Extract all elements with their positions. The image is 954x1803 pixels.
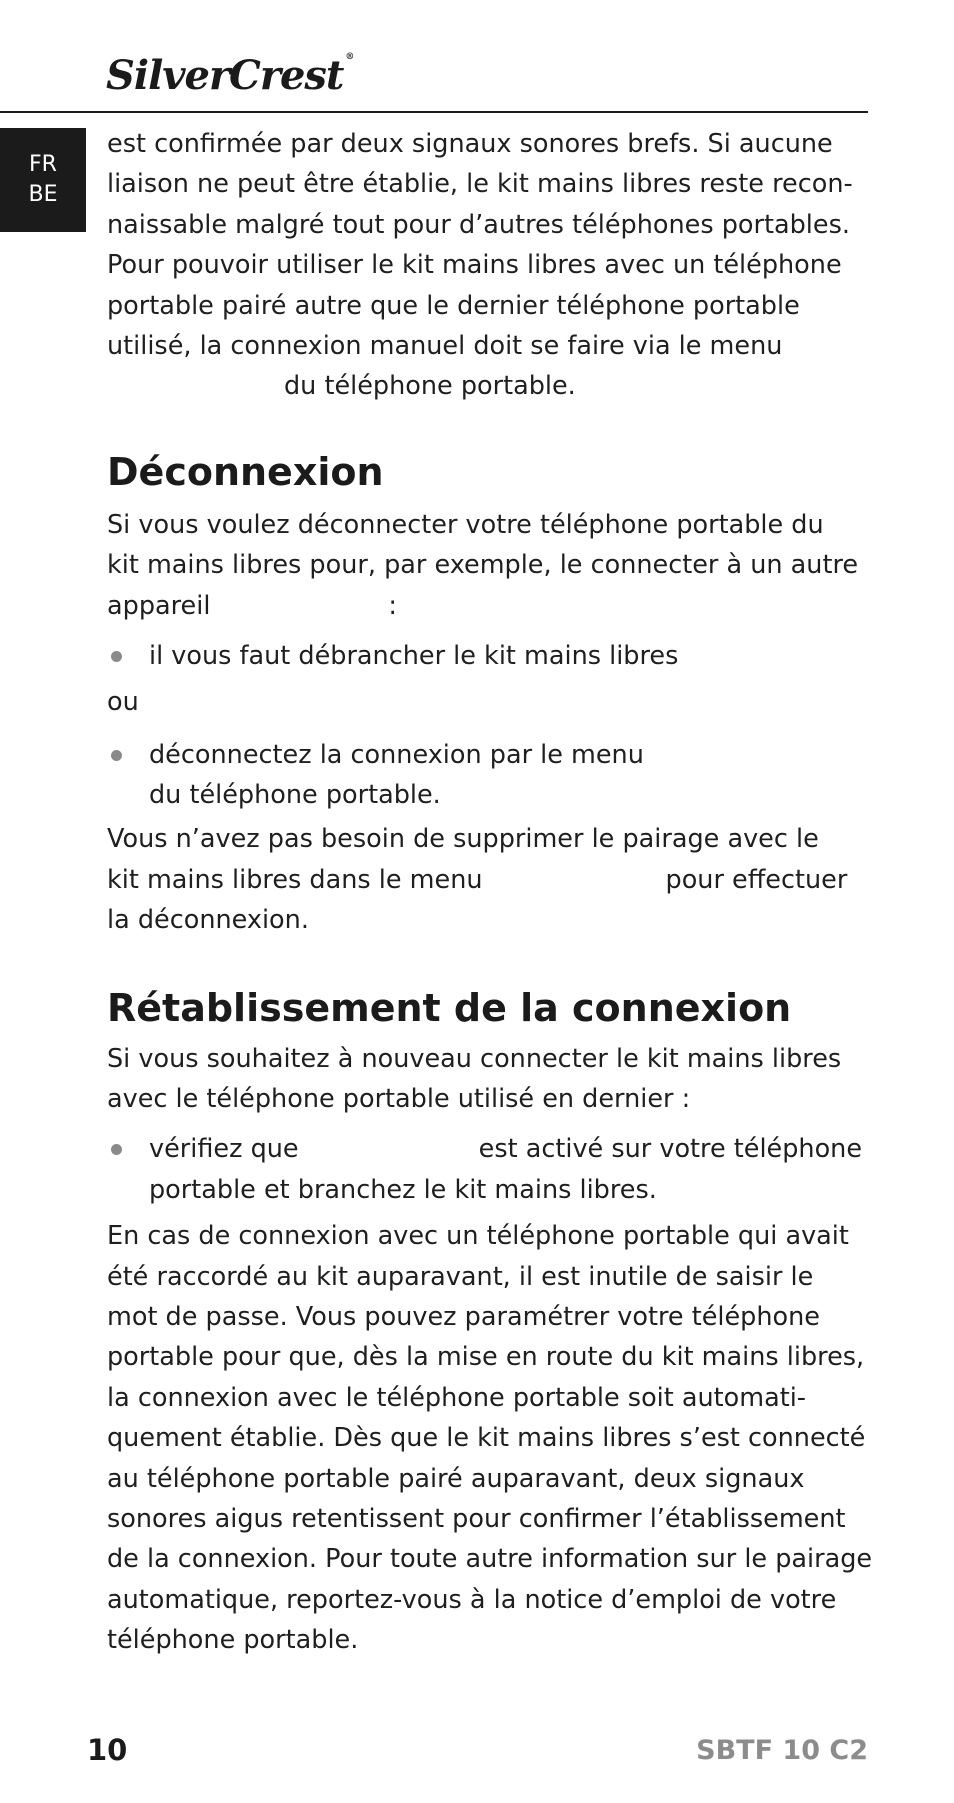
- bullet-text: vérifiez que: [149, 1134, 299, 1165]
- paragraph-line: portable pour que, dès la mise en route du kit mains libres,: [107, 1342, 865, 1373]
- paragraph-line: été raccordé au kit auparavant, il est inutile de saisir le: [107, 1261, 814, 1292]
- paragraph-line: kit mains libres pour, par exemple, le connecter à un autre: [107, 550, 859, 581]
- paragraph-line: ou: [107, 687, 139, 718]
- page-number: 10: [87, 1733, 128, 1767]
- section-heading-deconnexion: Déconnexion: [107, 449, 384, 494]
- bullet-item: [107, 735, 867, 816]
- bullet-text: est activé sur votre téléphone: [478, 1134, 863, 1165]
- model-number: SBTF 10 C2: [696, 1735, 868, 1766]
- retablissement-paragraph: [107, 1039, 867, 1120]
- or-text: [107, 682, 867, 722]
- paragraph-text: kit mains libres dans le menu: [107, 864, 483, 895]
- paragraph-line: au téléphone portable pairé auparavant, deux signaux: [107, 1463, 805, 1494]
- paragraph-line: automatique, reportez-vous à la notice d’emploi de votre: [107, 1584, 837, 1615]
- paragraph-text: :: [388, 590, 398, 621]
- language-tab: [0, 128, 86, 232]
- trademark-symbol: ®: [345, 52, 354, 62]
- bullet-text: portable et branchez le kit mains libres.: [149, 1174, 657, 1205]
- bullet-text: du téléphone portable.: [149, 780, 441, 811]
- bullet-item: [107, 1129, 867, 1210]
- paragraph-line: Si vous souhaitez à nouveau connecter le kit mains libres: [107, 1043, 842, 1074]
- intro-line: utilisé, la connexion manuel doit se faire via le menu: [107, 330, 783, 361]
- brand-logo: [106, 52, 353, 99]
- paragraph-line: avec le téléphone portable utilisé en dernier :: [107, 1084, 691, 1115]
- auto-connection-paragraph: [107, 1216, 873, 1660]
- page-content: [107, 124, 873, 1661]
- header-divider: [0, 111, 868, 113]
- language-code-fr: FR: [29, 152, 57, 177]
- bullet-text: déconnectez la connexion par le menu: [149, 739, 644, 770]
- brand-name: SilverCrest: [106, 52, 344, 99]
- intro-line: portable pairé autre que le dernier téléphone portable: [107, 290, 800, 321]
- intro-paragraph: [107, 124, 867, 407]
- intro-line: Pour pouvoir utiliser le kit mains libres avec un téléphone: [107, 250, 842, 281]
- paragraph-line: En cas de connexion avec un téléphone portable qui avait: [107, 1221, 849, 1252]
- paragraph-text: pour effectuer: [665, 864, 848, 895]
- deconnexion-paragraph: [107, 505, 867, 626]
- deconnexion-note-paragraph: [107, 819, 867, 940]
- bullet-dot-icon: [111, 750, 122, 761]
- intro-line: liaison ne peut être établie, le kit mains libres reste recon-: [107, 169, 853, 200]
- bullet-item: [107, 636, 867, 676]
- bullet-dot-icon: [111, 1144, 122, 1155]
- section-heading-retablissement: Rétablissement de la connexion: [107, 985, 792, 1030]
- paragraph-line: mot de passe. Vous pouvez paramétrer votre téléphone: [107, 1301, 820, 1332]
- intro-line: du téléphone portable.: [284, 371, 576, 402]
- intro-line: naissable malgré tout pour d’autres téléphones portables.: [107, 209, 850, 240]
- paragraph-line: sonores aigus retentissent pour confirmer l’établissement: [107, 1503, 846, 1534]
- bullet-dot-icon: [111, 651, 122, 662]
- intro-line: est confirmée par deux signaux sonores brefs. Si aucune: [107, 129, 833, 159]
- language-code-be: BE: [28, 182, 58, 207]
- paragraph-line: quement établie. Dès que le kit mains libres s’est connecté: [107, 1423, 866, 1454]
- paragraph-line: Vous n’avez pas besoin de supprimer le pairage avec le: [107, 824, 819, 855]
- bullet-text: il vous faut débrancher le kit mains libres: [149, 640, 679, 671]
- paragraph-line: la connexion avec le téléphone portable soit automati-: [107, 1382, 806, 1413]
- paragraph-text: appareil: [107, 590, 211, 621]
- paragraph-line: téléphone portable.: [107, 1625, 359, 1656]
- paragraph-line: la déconnexion.: [107, 905, 309, 936]
- paragraph-line: de la connexion. Pour toute autre information sur le pairage: [107, 1544, 873, 1575]
- paragraph-line: Si vous voulez déconnecter votre téléphone portable du: [107, 509, 824, 540]
